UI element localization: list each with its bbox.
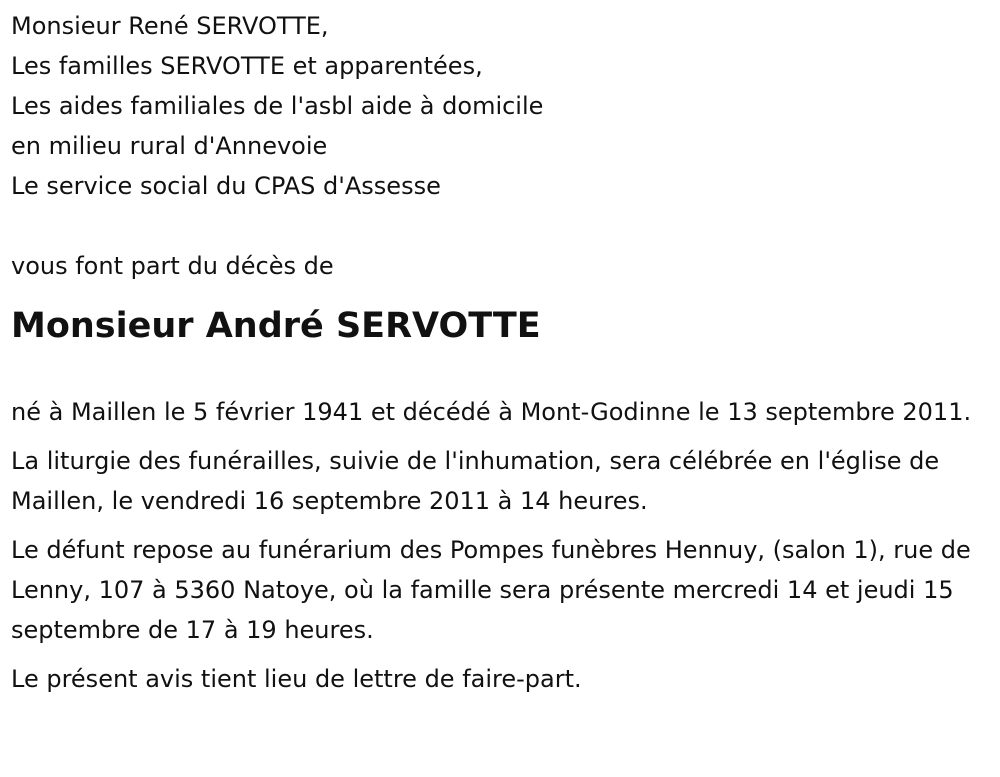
birth-death-paragraph: né à Maillen le 5 février 1941 et décédé à Mont-Godinne le 13 septembre 2011. [11,398,972,426]
notice-paragraph: Le présent avis tient lieu de lettre de faire-part. [11,665,582,693]
sender-line: en milieu rural d'Annevoie [11,132,328,160]
senders-block [11,6,993,206]
sender-line: Les aides familiales de l'asbl aide à domicile [11,92,544,120]
funeral-paragraph: La liturgie des funérailles, suivie de l'inhumation, sera célébrée en l'église de Maillen, le vendredi 16 septembre 2011 à 14 heures. [11,447,940,515]
deceased-name: Monsieur André SERVOTTE [11,306,541,346]
announcement-text: vous font part du décès de [11,252,334,280]
sender-line: Les familles SERVOTTE et apparentées, [11,52,483,80]
funeral-home-paragraph: Le défunt repose au funérarium des Pompes funèbres Hennuy, (salon 1), rue de Lenny, 107 à 5360 Natoye, où la famille sera présente mercredi 14 et jeudi 15 septembre de 17 à 19 heures. [11,536,971,644]
sender-line: Monsieur René SERVOTTE, [11,12,329,40]
obituary-notice [11,6,993,699]
spacer [11,206,993,246]
sender-line: Le service social du CPAS d'Assesse [11,172,441,200]
